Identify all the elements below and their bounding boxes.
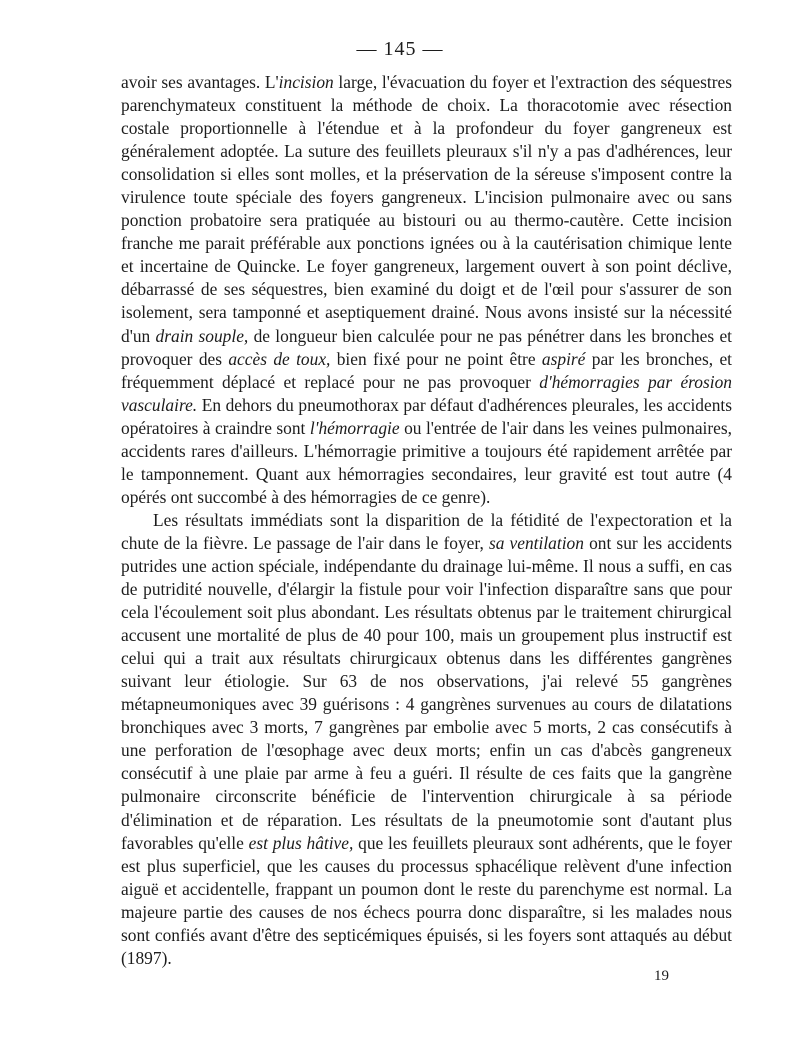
text-run: Les résultats immédiats sont la disparition de la fétidité de l'expectoration et la chute de la fièvre. Le passage de l'air dans le foyer,	[121, 509, 732, 553]
emphasis-run: d'hémorragies par érosion vasculaire.	[121, 371, 732, 415]
paragraph-2	[121, 509, 732, 970]
emphasis-run: incision	[278, 72, 334, 92]
signature-mark: 19	[654, 968, 669, 984]
text-run: avoir ses avantages. L'	[121, 72, 279, 92]
emphasis-run: sa ventilation	[488, 532, 584, 553]
emphasis-run: accès de toux,	[228, 348, 331, 369]
text-run: ont sur les accidents putrides une action spéciale, indépendante du drainage lui-même. Il nous a suffi, en cas de putridité nouvelle, d'élargir la fistule pour voir l'infection disparaître sans que pour cela l'écoulement soit plus abondant. Les résultats obtenus par le traitement chirurgical accusent une mortalité de plus de 40 pour 100, mais un groupement plus instructif est celui qui a trait aux résultats chirurgicaux obtenus dans les différentes gangrènes suivant leur étiologie. Sur 63 de nos observations, j'ai relevé 55 gangrènes métapneumoniques avec 39 guérisons : 4 gangrènes survenues au cours de dilatations bronchiques avec 3 morts, 7 gangrènes par embolie avec 5 morts, 2 cas consécutifs à une perforation de l'œsophage avec deux morts; enfin un cas d'abcès gangreneux consécutif à une plaie par arme à feu a guéri. Il résulte de ces faits que la gangrène pulmonaire circonscrite bénéficie de l'intervention chirurgicale à sa période d'élimination et de réparation. Les résultats de la pneumotomie sont d'autant plus favorables qu'elle	[121, 532, 732, 853]
text-run: ou l'entrée de l'air dans les veines pulmonaires, accidents rares d'ailleurs. L'hémorragie primitive a toujours été rapidement arrêtée par le tamponnement. Quant aux hémorragies secondaires, leur gravité est tout autre (4 opérés ont succombé à des hémorragies de ce genre).	[121, 417, 732, 507]
text-run: que les feuillets pleuraux sont adhérents, que le foyer est plus superficiel, que les causes du processus sphacélique relèvent d'une infection aiguë et accidentelle, frappant un poumon dont le reste du parenchyme est normal. La majeure partie des causes de nos échecs pourra donc disparaître, si les malades nous sont confiés avant d'être des septicémiques épuisés, si les foyers sont attaqués au début (1897).	[121, 832, 732, 968]
emphasis-run: aspiré	[541, 348, 586, 369]
page-number: — 145 —	[356, 38, 444, 60]
emphasis-run: est plus hâtive,	[248, 832, 354, 853]
text-run: large, l'évacuation du foyer et l'extraction des séquestres parenchymateux constituent la méthode de choix. La thoracotomie avec résection costale proportionnelle à l'étendue et à la profondeur du foyer gangreneux est généralement adoptée. La suture des feuillets pleuraux s'il n'y a pas d'adhérences, leur consolidation si elles sont molles, et la préservation de la séreuse s'imposent contre la virulence toute spéciale des foyers gangreneux. L'incision pulmonaire avec ou sans ponction probatoire sera pratiquée au bistouri ou au thermo-cautère. Cette incision franche me parait préférable aux ponctions ignées ou à la cautérisation chimique lente et incertaine de Quincke. Le foyer gangreneux, largement ouvert à son point déclive, débarrassé de ses séquestres, bien examiné du doigt et de l'œil pour s'assurer de son isolement, sera tamponné et aseptiquement drainé. Nous avons insisté sur la nécessité d'un	[121, 72, 732, 346]
text-run: En dehors du pneumothorax par défaut d'adhérences pleurales, les accidents opératoires à craindre sont	[121, 394, 732, 438]
body-text	[121, 71, 732, 970]
text-run: de longueur bien calculée pour ne pas pénétrer dans les bronches et provoquer des	[121, 325, 732, 369]
text-run: bien fixé pour ne point être	[330, 348, 542, 369]
emphasis-run: drain souple,	[155, 325, 249, 346]
emphasis-run: l'hémorragie	[309, 417, 400, 438]
text-run: par les bronches, et fréquemment déplacé et replacé pour ne pas provoquer	[121, 348, 733, 392]
paragraph-1	[121, 71, 732, 509]
